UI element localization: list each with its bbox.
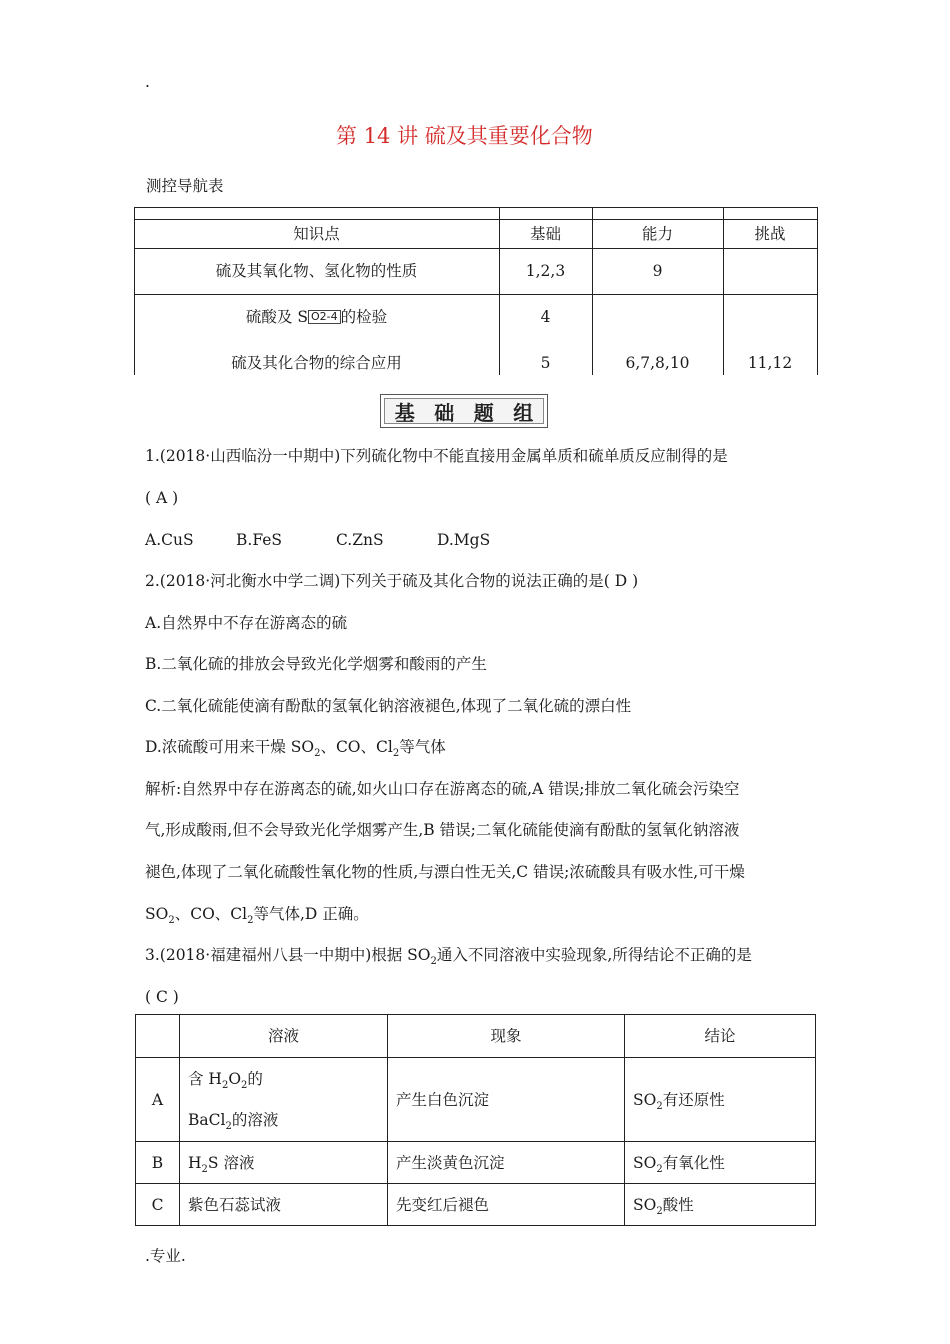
q2-analysis-line1: 解析:自然界中存在游离态的硫,如火山口存在游离态的硫,A 错误;排放二氧化硫会污染空: [145, 780, 740, 798]
nav-row1-ability: 9: [652, 262, 663, 280]
q2-option-d: D.浓硫酸可用来干燥 $SO_2$、CO、$Cl_2$等气体: [145, 738, 446, 759]
exp-row-b-solution: $H_2S$ 溶液: [180, 1142, 388, 1184]
q2-analysis-line4: $SO_2$、CO、$Cl_2$等气体,D 正确。: [145, 905, 369, 926]
exp-row-b-label: B: [136, 1142, 180, 1184]
banner-char: 础: [434, 400, 455, 425]
exp-row-a-solution: 含 $H_2O_2$的 BaCl$_2$的溶液: [180, 1058, 388, 1142]
nav-table: [134, 207, 818, 375]
nav-header-topic: 知识点: [293, 225, 340, 243]
exp-row-c-conclusion: $SO_2$酸性: [625, 1184, 816, 1226]
sulfate-ion-box: O2-4: [308, 310, 341, 324]
exp-row-a-phenomenon: 产生白色沉淀: [388, 1058, 625, 1142]
exp-header-solution: 溶液: [180, 1015, 388, 1058]
nav-row1-basic: 1,2,3: [525, 262, 566, 280]
page-title: 第 14 讲 硫及其重要化合物: [336, 124, 593, 148]
table-row: [136, 1142, 816, 1184]
top-dot: .: [145, 73, 150, 91]
section-banner: [380, 394, 548, 428]
q1-option-a: A.CuS: [145, 531, 194, 549]
exp-row-c-solution: 紫色石蕊试液: [180, 1184, 388, 1226]
q2-analysis-line3: 褪色,体现了二氧化硫酸性氧化物的性质,与漂白性无关,C 错误;浓硫酸具有吸水性,可干燥: [145, 863, 745, 881]
q1-option-b: B.FeS: [236, 531, 283, 549]
exp-row-c-label: C: [136, 1184, 180, 1226]
nav-row3-basic: 5: [540, 354, 551, 372]
q2-option-c: C.二氧化硫能使滴有酚酞的氢氧化钠溶液褪色,体现了二氧化硫的漂白性: [145, 697, 632, 715]
nav-header-ability: 能力: [641, 225, 673, 243]
nav-row2-topic: 硫酸及 S O2-4 的检验: [245, 308, 388, 326]
q3-answer: ( C ): [145, 988, 179, 1006]
exp-header-label: [136, 1015, 180, 1058]
exp-row-a-label: A: [136, 1058, 180, 1142]
exp-row-b-conclusion: $SO_2$有氧化性: [625, 1142, 816, 1184]
experiment-table: [135, 1014, 816, 1226]
q1-option-c: C.ZnS: [336, 531, 384, 549]
exp-header-phenomenon: 现象: [388, 1015, 625, 1058]
q2-option-b: B.二氧化硫的排放会导致光化学烟雾和酸雨的产生: [145, 655, 487, 673]
nav-row3-ability: 6,7,8,10: [625, 354, 690, 372]
exp-row-a-conclusion: $SO_2$有还原性: [625, 1058, 816, 1142]
q3-stem: 3.(2018·福建福州八县一中期中)根据 $SO_2$通入不同溶液中实验现象,所得结论不正确的是: [145, 946, 752, 967]
nav-row3-challenge: 11,12: [747, 354, 793, 372]
table-row: [136, 1184, 816, 1226]
table-row: [136, 1015, 816, 1058]
exp-header-conclusion: 结论: [625, 1015, 816, 1058]
nav-header-basic: 基础: [529, 225, 561, 243]
q2-stem: 2.(2018·河北衡水中学二调)下列关于硫及其化合物的说法正确的是( D ): [145, 572, 639, 590]
banner-char: 基: [394, 400, 415, 425]
banner-char: 组: [513, 400, 534, 425]
exp-row-b-phenomenon: 产生淡黄色沉淀: [388, 1142, 625, 1184]
page-footer: .专业.: [145, 1247, 186, 1265]
q1-option-d: D.MgS: [437, 531, 491, 549]
q2-option-a: A.自然界中不存在游离态的硫: [145, 614, 348, 632]
q1-stem: 1.(2018·山西临汾一中期中)下列硫化物中不能直接用金属单质和硫单质反应制得的是: [145, 447, 728, 465]
banner-char: 题: [473, 400, 494, 425]
nav-row2-basic: 4: [540, 308, 551, 326]
exp-row-c-phenomenon: 先变红后褪色: [388, 1184, 625, 1226]
nav-row1-topic: 硫及其氧化物、氢化物的性质: [215, 262, 418, 280]
nav-header-challenge: 挑战: [754, 225, 786, 243]
q1-answer: ( A ): [145, 489, 179, 507]
q2-analysis-line2: 气,形成酸雨,但不会导致光化学烟雾产生,B 错误;二氧化硫能使滴有酚酞的氢氧化钠溶液: [145, 821, 740, 839]
nav-row3-topic: 硫及其化合物的综合应用: [231, 354, 402, 372]
table-row: [136, 1058, 816, 1142]
nav-table-caption: 测控导航表: [146, 177, 224, 195]
